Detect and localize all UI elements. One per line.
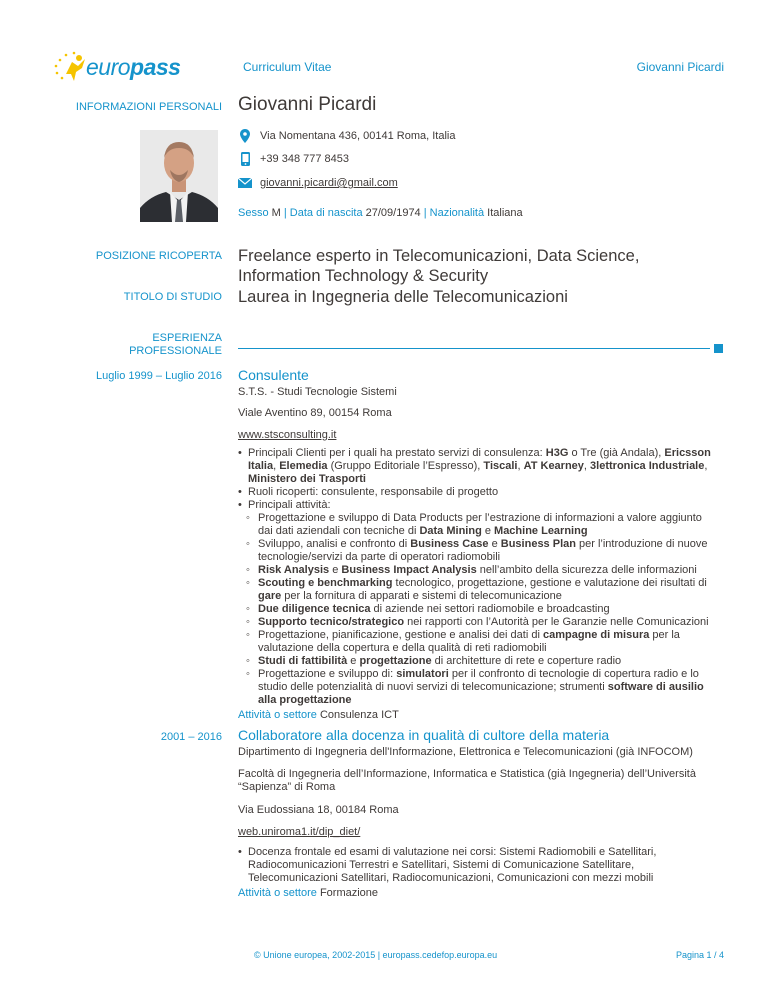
job2-details: [238, 846, 716, 900]
degree-value: Laurea in Ingegneria delle Telecomunicazioni: [238, 288, 568, 306]
location-pin-icon: [238, 129, 252, 143]
list-item: ◦ Due diligence tecnica di aziende nei settori radiomobile e broadcasting: [238, 603, 714, 616]
job2-website-link[interactable]: web.uniroma1.it/dip_diet/: [238, 826, 361, 838]
personal-details-row: [238, 207, 523, 220]
phone-row: [238, 152, 349, 166]
degree-label: TITOLO DI STUDIO: [123, 291, 222, 303]
list-item: ◦ Sviluppo, analisi e confronto di Business Case e Business Plan per l’introduzione di nuove tecnologie/servizi da parte di operatori radiomobili: [238, 538, 714, 564]
activity-value: Consulenza ICT: [319, 709, 399, 721]
job1-details: [238, 447, 714, 722]
document-title: Curriculum Vitae: [243, 60, 332, 74]
list-item: ◦ Progettazione e sviluppo di: simulatori per il confronto di tecnologie di copertura radio e lo studio delle potenzialità di nuovi servizi di telecomunicazione; strumenti software di ausilio alla progettazione: [238, 668, 714, 707]
europass-star-figure-icon: [52, 50, 88, 84]
job1-website-link[interactable]: www.stsconsulting.it: [238, 429, 337, 441]
job1-clients-bullet: • Principali Clienti per i quali ha prestato servizi di consulenza: H3G o Tre (già Andala), Ericsson Italia, Elemedia (Gruppo Editoriale l’Espresso), Tiscali, AT Kearney, 3lettronica Industriale, Ministero dei Trasporti: [238, 447, 714, 486]
list-item: ◦ Supporto tecnico/strategico nei rapporti con l’Autorità per le Garanzie nelle Comunicazioni: [238, 616, 714, 629]
job2-employer: Dipartimento di Ingegneria dell'Informazione, Elettronica e Telecomunicazioni (già INFOCOM): [238, 746, 693, 758]
profile-photo: [140, 130, 218, 222]
separator: |: [423, 207, 427, 219]
address-row: [238, 129, 455, 143]
list-item: ◦ Progettazione, pianificazione, gestione e analisi dei dati di campagne di misura per la valutazione della copertura e della qualità di reti radiomobili: [238, 629, 714, 655]
dob-value: 27/09/1974: [365, 207, 421, 219]
nationality-value: Italiana: [487, 207, 523, 219]
job1-activities-list: [238, 512, 714, 707]
job2-faculty: Facoltà di Ingegneria dell’Informazione, Informatica e Statistica (già Ingegneria) dell’Università “Sapienza” di Roma: [238, 768, 696, 793]
list-item: ◦ Studi di fattibilità e progettazione di architetture di rete e coperture radio: [238, 655, 714, 668]
separator: |: [283, 207, 287, 219]
job1-activities-bullet: • Principali attività:: [238, 499, 714, 512]
sex-label: Sesso: [238, 207, 269, 219]
job1-address: Viale Aventino 89, 00154 Roma: [238, 407, 392, 419]
nationality-label: Nazionalità: [429, 207, 485, 219]
job1-roles-bullet: • Ruoli ricoperti: consulente, responsabile di progetto: [238, 486, 714, 499]
europass-wordmark: europass: [86, 54, 181, 80]
job1-employer: S.T.S. - Studi Tecnologie Sistemi: [238, 386, 397, 398]
personal-info-label: INFORMAZIONI PERSONALI: [75, 101, 222, 113]
job2-address: Via Eudossiana 18, 00184 Roma: [238, 804, 399, 816]
activity-label: Attività o settore: [238, 887, 317, 899]
job1-dates: Luglio 1999 – Luglio 2016: [95, 370, 222, 382]
dob-label: Data di nascita: [289, 207, 363, 219]
header-person-name: Giovanni Picardi: [636, 60, 724, 74]
job1-activity-row: [238, 709, 714, 722]
experience-label: [129, 332, 222, 358]
list-item: ◦ Risk Analysis e Business Impact Analysis nell’ambito della sicurezza delle informazioni: [238, 564, 714, 577]
section-divider: [238, 348, 710, 349]
job2-dates: 2001 – 2016: [160, 731, 222, 743]
person-name: Giovanni Picardi: [238, 94, 377, 115]
position-label: POSIZIONE RICOPERTA: [95, 250, 222, 262]
email-row: [238, 176, 398, 190]
experience-label-line1: ESPERIENZA: [152, 332, 222, 344]
job1-title: Consulente: [238, 367, 309, 383]
address-text: Via Nomentana 436, 00141 Roma, Italia: [260, 130, 456, 142]
job2-activity-row: [238, 887, 716, 900]
list-item: ◦ Scouting e benchmarking tecnologico, progettazione, gestione e valutazione dei risultati di gare per la fornitura di apparati e sistemi di telecomunicazione: [238, 577, 714, 603]
email-link[interactable]: giovanni.picardi@gmail.com: [260, 177, 398, 189]
europass-logo: [52, 50, 202, 88]
phone-text: +39 348 777 8453: [260, 153, 350, 165]
sex-value: M: [271, 207, 281, 219]
mobile-phone-icon: [238, 152, 252, 166]
footer-copyright: © Unione europea, 2002-2015 | europass.cedefop.europa.eu: [254, 950, 498, 960]
position-value: Freelance esperto in Telecomunicazioni, Data Science, Information Technology & Security: [238, 247, 640, 285]
list-item: ◦ Progettazione e sviluppo di Data Products per l’estrazione di informazioni a valore aggiunto dai dati aziendali con tecniche di Data Mining e Machine Learning: [238, 512, 714, 538]
job2-teaching-bullet: • Docenza frontale ed esami di valutazione nei corsi: Sistemi Radiomobili e Satellitari, Radiocomunicazioni Terrestri e Satellitari, Sistemi di Comunicazione Satellitare, Telecomunicazioni Satellitari, Radiocomunicazioni, Comunicazioni con mezzi mobili: [238, 846, 716, 885]
envelope-icon: [238, 176, 252, 190]
page-number: Pagina 1 / 4: [675, 950, 724, 960]
activity-value: Formazione: [319, 887, 379, 899]
experience-label-line2: PROFESSIONALE: [129, 345, 222, 357]
divider-end-square: [714, 344, 723, 353]
job2-title: Collaboratore alla docenza in qualità di cultore della materia: [238, 727, 610, 743]
activity-label: Attività o settore: [238, 709, 317, 721]
